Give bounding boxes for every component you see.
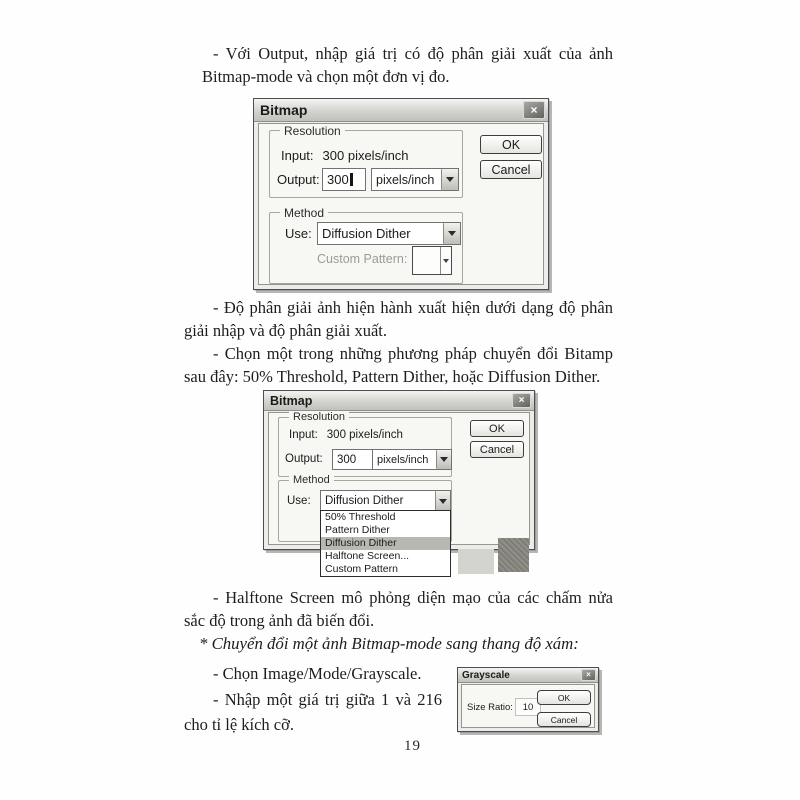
dialog-title: Grayscale — [462, 669, 510, 681]
custom-pattern-label: Custom Pattern: — [317, 252, 408, 266]
scan-artifact-dithered-block — [498, 538, 529, 572]
text-caret — [350, 173, 353, 186]
method-dropdown-value: Diffusion Dither — [325, 495, 404, 507]
dropdown-option[interactable]: Custom Pattern — [325, 563, 398, 575]
section-heading-convert-to-grayscale — [199, 632, 619, 655]
unit-dropdown[interactable] — [371, 168, 459, 191]
method-dropdown-list — [320, 510, 451, 577]
output-resolution-field[interactable] — [332, 449, 375, 470]
dialog-title: Bitmap — [270, 393, 313, 408]
chevron-down-icon[interactable] — [441, 169, 458, 190]
ok-button[interactable]: OK — [537, 690, 591, 705]
bitmap-dialog-1 — [253, 98, 549, 290]
chevron-down-icon — [443, 259, 449, 263]
dialog-title: Bitmap — [260, 102, 308, 118]
triangle-glyph — [446, 177, 454, 182]
bitmap-dialog-2 — [263, 390, 535, 575]
input-label: Input: — [281, 148, 314, 163]
close-icon[interactable]: × — [512, 393, 531, 408]
dropdown-option-selected[interactable]: Diffusion Dither — [321, 537, 450, 550]
dialog-body — [268, 411, 530, 575]
dialog-body — [461, 684, 595, 728]
text-line: * Chuyển đổi một ảnh Bitmap-mode sang thang độ xám: — [199, 634, 579, 653]
custom-pattern-swatch — [412, 246, 452, 275]
ok-button[interactable]: OK — [480, 135, 542, 154]
text-line: - Chọn một trong những phương pháp chuyển đổi Bitamp — [213, 344, 613, 363]
ok-button[interactable]: OK — [470, 420, 524, 437]
paragraph-grayscale-steps — [184, 661, 442, 738]
group-legend: Resolution — [280, 124, 345, 138]
paragraph-resolution-note — [184, 296, 613, 342]
size-ratio-label: Size Ratio: — [467, 702, 513, 713]
title-bar[interactable] — [264, 391, 534, 411]
input-value: 300 pixels/inch — [326, 429, 403, 441]
input-resolution-row — [281, 148, 409, 163]
text-line: sắc độ trong ảnh đã biến đổi. — [184, 611, 375, 630]
dropdown-option[interactable]: Pattern Dither — [325, 524, 390, 536]
swatch-divider — [440, 247, 441, 274]
use-label: Use: — [287, 495, 311, 507]
output-value: 300 — [337, 453, 357, 466]
unit-dropdown-value: pixels/inch — [376, 172, 435, 187]
text-line: sau đây: 50% Threshold, Pattern Dither, hoặc Diffusion Dither. — [184, 367, 601, 386]
chevron-down-icon[interactable] — [435, 491, 450, 511]
method-dropdown[interactable] — [320, 490, 451, 512]
text-line: - Halftone Screen mô phỏng diện mạo của các chấm nửa — [213, 588, 613, 607]
unit-dropdown[interactable] — [372, 449, 452, 470]
text-line: - Với Output, nhập giá trị có độ phân giải xuất của ảnh — [213, 44, 613, 63]
text-line: Bitmap-mode và chọn một đơn vị đo. — [202, 67, 450, 86]
text-line: - Độ phân giải ảnh hiện hành xuất hiện dưới dạng độ phân — [213, 298, 613, 317]
group-legend: Method — [280, 206, 328, 220]
dropdown-option[interactable]: Halftone Screen... — [325, 550, 410, 562]
close-icon[interactable]: × — [523, 101, 545, 119]
cancel-button[interactable]: Cancel — [470, 441, 524, 458]
dropdown-option[interactable]: 50% Threshold — [325, 511, 396, 523]
grayscale-dialog — [457, 667, 599, 732]
group-legend: Resolution — [289, 411, 349, 423]
chevron-down-icon[interactable] — [443, 223, 460, 244]
triangle-glyph — [439, 499, 447, 504]
paragraph-method-note — [184, 342, 613, 388]
text-line: - Nhập một giá trị giữa 1 và 216 — [213, 689, 442, 709]
input-value: 300 pixels/inch — [322, 148, 409, 163]
close-icon[interactable]: × — [581, 669, 596, 681]
text-line: giải nhập và độ phân giải xuất. — [184, 321, 387, 340]
triangle-glyph — [440, 457, 448, 462]
size-ratio-value: 10 — [522, 701, 534, 713]
input-label: Input: — [289, 429, 318, 441]
use-label: Use: — [285, 226, 312, 241]
page-number: 19 — [404, 738, 421, 754]
cancel-button[interactable]: Cancel — [480, 160, 542, 179]
text-line: - Chọn Image/Mode/Grayscale. — [213, 664, 422, 683]
group-legend: Method — [289, 474, 334, 486]
output-label: Output: — [277, 172, 320, 187]
dialog-body — [258, 123, 544, 285]
output-resolution-field[interactable] — [322, 168, 366, 191]
triangle-glyph — [448, 231, 456, 236]
method-dropdown-value: Diffusion Dither — [322, 226, 411, 241]
title-bar[interactable] — [458, 668, 598, 683]
scan-artifact-light-block — [458, 549, 494, 574]
chevron-down-icon[interactable] — [436, 450, 451, 469]
text-line: cho tỉ lệ kích cỡ. — [184, 715, 294, 734]
input-resolution-row — [289, 429, 403, 441]
paragraph-halftone-note — [184, 586, 613, 632]
unit-dropdown-value: pixels/inch — [377, 453, 429, 466]
method-dropdown[interactable] — [317, 222, 461, 245]
output-label: Output: — [285, 453, 323, 465]
title-bar[interactable] — [254, 99, 548, 122]
paragraph-output-instruction — [202, 42, 613, 88]
cancel-button[interactable]: Cancel — [537, 712, 591, 727]
output-value: 300 — [327, 172, 349, 187]
